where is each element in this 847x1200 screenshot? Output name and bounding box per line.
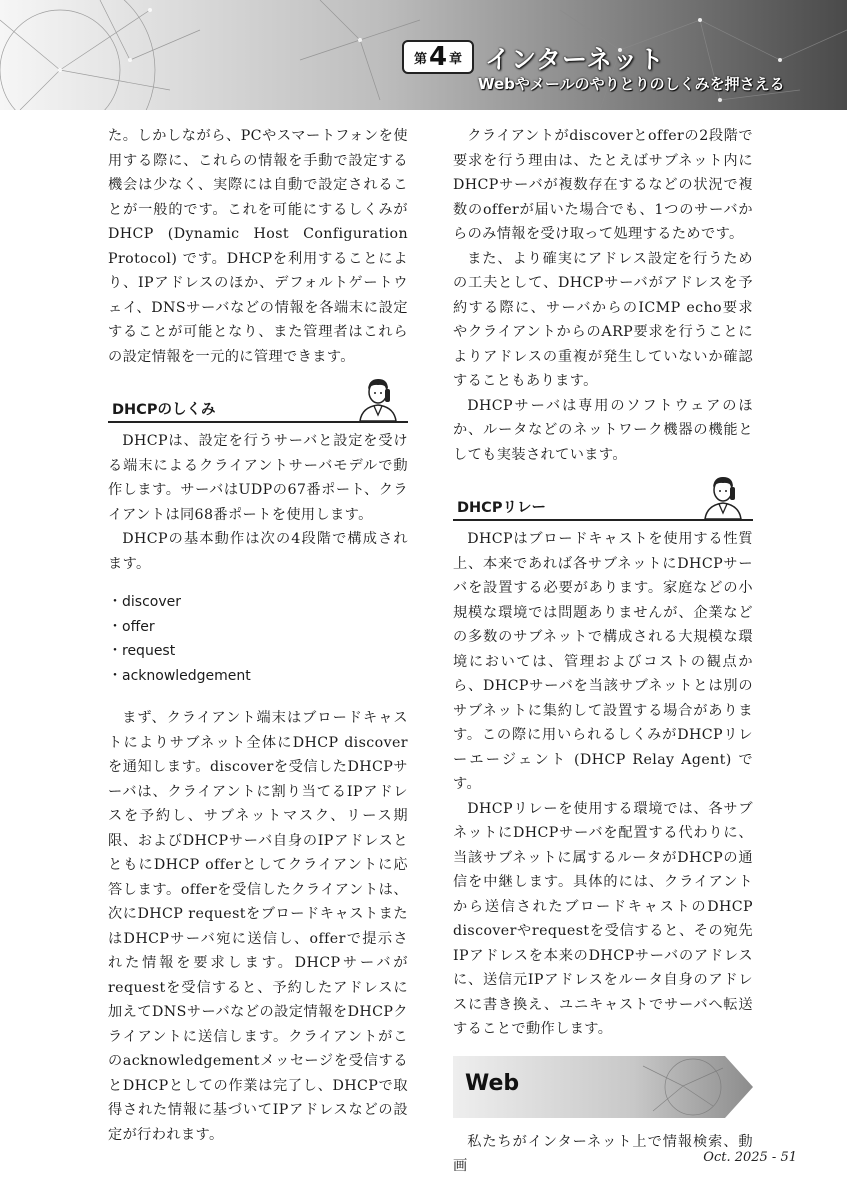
section-heading-dhcp: [108, 375, 408, 423]
dhcp-flow-paragraph: まず、クライアント端末はブロードキャストによりサブネット全体にDHCP discoverを通知します。discoverを受信したDHCPサーバは、クライアントに割り当てるIPアドレスを予約し、サブネットマスク、リース期限、およびDHCPサーバ自身のIPアドレスとともにDHCP offerとしてクライアントに応答します。offerを受信したクライアントは、次にDHCP requestをブロードキャストまたはDHCPサーバ宛に送信し、offerで提示された情報を要求します。DHCPサーバがrequestを受信すると、予約したアドレスに加えてDNSサーバなどの設定情報をDHCPクライアントに送信します。クライアントがこのacknowledgementメッセージを受信するとDHCPとしての作業は完了し、DHCPで取得された情報に基づいてIPアドレスなどの設定が行われます。: [108, 710, 408, 1143]
chapter-subtitle: Webやメールのやりとりのしくみを押さえる: [478, 75, 785, 93]
section-title: DHCPのしくみ: [112, 402, 216, 418]
web-section-banner: [453, 1056, 753, 1118]
two-stage-paragraph: クライアントがdiscoverとofferの2段階で要求を行う理由は、たとえばサブネット内にDHCPサーバが複数存在するなどの状況で複数のofferが届いた場合でも、1つのサーバからのみ情報を受け取って処理するためです。: [453, 128, 753, 242]
list-item: ・request: [108, 643, 176, 659]
dhcp-model-paragraph: DHCPは、設定を行うサーバと設定を受ける端末によるクライアントサーバモデルで動作します。サーバはUDPの67番ポート、クライアントは同68番ポートを使用します。: [108, 433, 408, 523]
list-item: ・acknowledgement: [108, 667, 251, 684]
chapter-suffix: 章: [449, 51, 463, 67]
chapter-title: インターネット: [485, 45, 665, 74]
right-column: [453, 124, 753, 1179]
intro-paragraph: た。しかしながら、PCやスマートフォンを使用する際に、これらの情報を手動で設定する機会は少なく、実際には自動で設定されることが一般的です。これを可能にするしくみがDHCP (Dynamic Host Configuration Protocol) です。DHCPを利用することにより、IPアドレスのほか、デフォルトゲートウェイ、DNSサーバなどの情報を各端末に設定することが可能となり、また管理者はこれらの設定情報を一元的に管理できます。: [108, 128, 408, 365]
chapter-number: 4: [428, 42, 448, 72]
chapter-badge: [402, 40, 474, 74]
person-phone-icon: [356, 375, 400, 421]
dhcp-steps-list: [108, 590, 408, 688]
left-column: [108, 124, 408, 1147]
section-title: DHCPリレー: [457, 500, 546, 516]
web-heading: Web: [465, 1070, 520, 1096]
implementation-paragraph: DHCPサーバは専用のソフトウェアのほか、ルータなどのネットワーク機器の機能としても実装されています。: [453, 397, 753, 463]
list-item: ・discover: [108, 594, 181, 610]
list-item: ・offer: [108, 618, 155, 635]
person-phone-icon: [701, 473, 745, 519]
page-folio: Oct. 2025 - 51: [703, 1150, 797, 1165]
chapter-prefix: 第: [413, 51, 427, 67]
duplicate-check-paragraph: また、より確実にアドレス設定を行うための工夫として、DHCPサーバがアドレスを予約する際に、サーバからのICMP echo要求やクライアントからのARP要求を行うことによりアドレスの重複が発生していないか確認することもあります。: [453, 250, 753, 389]
relay-purpose-paragraph: DHCPはブロードキャストを使用する性質上、本来であれば各サブネットにDHCPサーバを設置する必要があります。家庭などの小規模な環境では問題ありませんが、企業などの多数のサブネットで構成される大規模な環境においては、管理およびコストの観点から、DHCPサーバを当該サブネットとは別のサブネットに集約して設置する場合があります。この際に用いられるしくみがDHCPリレーエージェント (DHCP Relay Agent) です。: [453, 531, 753, 792]
section-heading-dhcp-relay: [453, 473, 753, 521]
chapter-header: [0, 0, 847, 110]
dhcp-steps-paragraph: DHCPの基本動作は次の4段階で構成されます。: [108, 531, 408, 572]
web-intro-paragraph: 私たちがインターネット上で情報検索、動画: [453, 1133, 753, 1174]
relay-operation-paragraph: DHCPリレーを使用する環境では、各サブネットにDHCPサーバを配置する代わりに、当該サブネットに属するルータがDHCPの通信を中継します。具体的には、クライアントから送信されたブロードキャストのDHCP discoverやrequestを受信すると、その宛先IPアドレスを本来のDHCPサーバのアドレスに、送信元IPアドレスをルータ自身のアドレスに書き換え、ユニキャストでサーバへ転送することで動作します。: [453, 800, 753, 1037]
